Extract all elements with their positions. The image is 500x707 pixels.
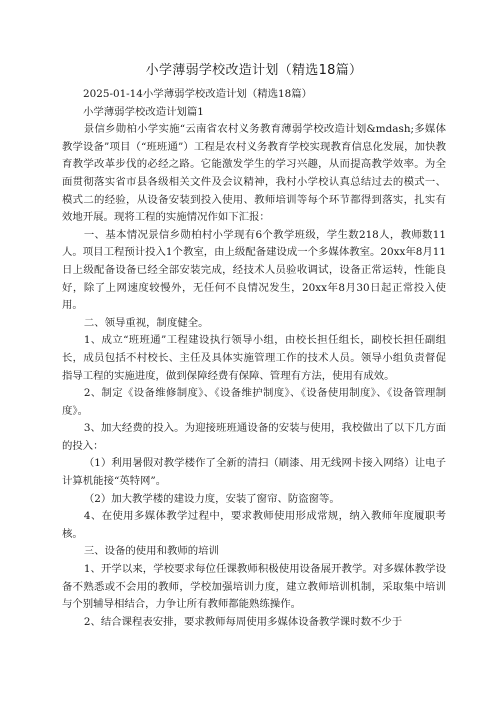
paragraph: 三、设备的使用和教师的培训	[83, 545, 219, 558]
paragraph: 1、开学以来，学校要求每位任课教师积极使用设备展开教学。对多媒体教学设备不熟悉或不会用的教师，学校加强培训力度，建立教师培训机制，采取集中培训与个别辅导相结合，力争让所有教师都能熟练操作。	[62, 563, 446, 611]
paragraph: 1、成立“班班通”工程建设执行领导小组，由校长担任组长，副校长担任副组长，成员包括不村校长、主任及具体实施管理工作的技术人员。领导小组负责督促指导工程的实施进度，做到保障经费有保障、管理有方法，使用有成效。	[62, 334, 446, 382]
date-line: 2025-01-14小学薄弱学校改造计划（精选18篇）	[83, 88, 312, 100]
paragraph: 4、在使用多媒体教学过程中，要求教师使用形成常规，纳入教师年度履职考核。	[62, 510, 446, 540]
paragraph: （2）加大教学楼的建设力度，安装了窗帘、防盗窗等。	[83, 492, 340, 505]
document-title: 小学薄弱学校改造计划（精选18篇）	[145, 63, 363, 78]
paragraph: 2、结合课程表安排，要求教师每周使用多媒体设备教学课时数不少于	[83, 615, 403, 628]
paragraph: 一、基本情况景信乡勋柏村小学现有6个教学班级，学生数218人，教师数11人。项目工程预计投入1个教室，由上级配备建设成一个多媒体教室。20xx年8月11日上级配备设备已经全部安装完成，经技术人员验收调试，设备正常运转，性能良好，除了上网速度较慢外，无任何不良情况发生，20xx年8月30日起正常投入使用。	[62, 228, 446, 312]
paragraph: 3、加大经费的投入。为迎接班班通设备的安装与使用，我校做出了以下几方面的投入：	[62, 422, 446, 452]
section-heading: 小学薄弱学校改造计划篇1	[83, 105, 204, 118]
paragraph: 二、领导重视，制度健全。	[83, 316, 209, 329]
paragraph: （1）利用暑假对教学楼作了全新的清扫（刷漆、用无线网卡接入网络）让电子计算机能接“英特网”。	[62, 457, 446, 488]
paragraph: 景信乡勋柏小学实施“云南省农村义务教育薄弱学校改造计划&mdash;多媒体教学设备”项目（“班班通”）工程是农村义务教育学校实现教育信息化发展，加快教育教学改革步伐的必经之路。它能激发学生的学习兴趣，从而提高教学效率。为全面贯彻落实省市县各级相关文件及会议精神，我村小学校认真总结过去的模式一、模式二的经验，从设备安装到投入使用、教师培训等每个环节都得到落实，扎实有效地开展。现将工程的实施情况作如下汇报：	[62, 123, 446, 224]
paragraph: 2、制定《设备维修制度》、《设备维护制度》、《设备使用制度》、《设备管理制度》。	[62, 387, 446, 417]
